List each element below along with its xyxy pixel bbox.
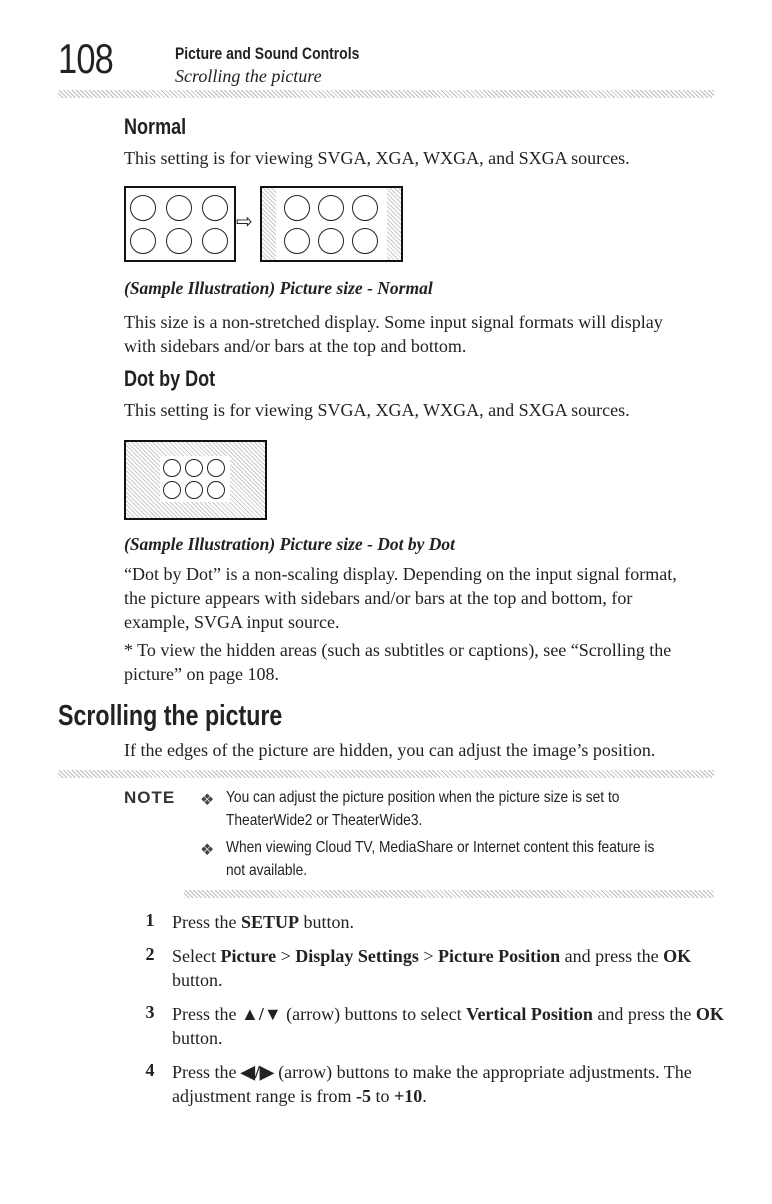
target-screen: [260, 186, 403, 262]
dot-by-dot-caption: (Sample Illustration) Picture size - Dot by Dot: [124, 534, 456, 554]
circle-icon: [185, 459, 203, 477]
dot-by-dot-intro: This setting is for viewing SVGA, XGA, WXGA, and SXGA sources.: [124, 400, 630, 420]
note-label: NOTE: [124, 788, 176, 807]
chapter-title: Picture and Sound Controls: [175, 44, 360, 63]
step-text: Press the ◀/▶ (arrow) buttons to make the appropriate adjustments. The adjustment range is from -5 to +10.: [172, 1062, 692, 1106]
picture-area: [160, 456, 230, 502]
note-bottom-divider: [184, 890, 714, 898]
normal-description: This size is a non-stretched display. Some input signal formats will display with sidebars and/or bars at the top and bottom.: [124, 312, 663, 356]
circle-icon: [202, 195, 228, 221]
circle-icon: [284, 195, 310, 221]
section-title: Scrolling the picture: [175, 66, 322, 86]
circle-icon: [284, 228, 310, 254]
bullet-icon: ❖: [200, 842, 215, 859]
bullet-icon: ❖: [200, 792, 215, 809]
step-number: 1: [145, 910, 155, 930]
circle-icon: [185, 481, 203, 499]
picture-area: [276, 188, 387, 260]
left-right-arrow-icon: ◀/▶: [241, 1062, 274, 1082]
circle-icon: [318, 195, 344, 221]
normal-intro: This setting is for viewing SVGA, XGA, WXGA, and SXGA sources.: [124, 148, 630, 168]
circle-icon: [163, 459, 181, 477]
scrolling-intro: If the edges of the picture are hidden, you can adjust the image’s position.: [124, 740, 656, 760]
dot-by-dot-description: “Dot by Dot” is a non-scaling display. Depending on the input signal format, the picture appears with sidebars and/or bars at the top and bottom, for example, SVGA input source.: [124, 564, 677, 632]
source-screen: [124, 186, 236, 262]
step-text: Press the ▲/▼ (arrow) buttons to select Vertical Position and press the OK button.: [172, 1004, 724, 1048]
scrolling-heading: Scrolling the picture: [58, 700, 283, 732]
circle-icon: [352, 195, 378, 221]
circle-icon: [207, 459, 225, 477]
up-down-arrow-icon: ▲/▼: [241, 1004, 282, 1024]
note-top-divider: [58, 770, 714, 778]
dot-by-dot-illustration: [124, 440, 267, 520]
step-number: 2: [145, 944, 155, 964]
circle-icon: [207, 481, 225, 499]
step-text: Press the SETUP button.: [172, 912, 355, 932]
step-text: Select Picture > Display Settings > Picture Position and press the OK button.: [172, 946, 692, 990]
normal-caption: (Sample Illustration) Picture size - Normal: [124, 278, 433, 298]
circle-icon: [166, 228, 192, 254]
dot-by-dot-heading: Dot by Dot: [124, 366, 216, 391]
normal-heading: Normal: [124, 114, 187, 139]
circle-icon: [352, 228, 378, 254]
circle-icon: [163, 481, 181, 499]
circle-icon: [318, 228, 344, 254]
circle-icon: [202, 228, 228, 254]
circle-icon: [130, 195, 156, 221]
dot-by-dot-footnote: * To view the hidden areas (such as subtitles or captions), see “Scrolling the picture” on page 108.: [124, 640, 672, 684]
circle-icon: [130, 228, 156, 254]
page-number: 108: [58, 35, 114, 82]
circle-icon: [166, 195, 192, 221]
step-number: 3: [145, 1002, 155, 1022]
header-divider: [58, 90, 714, 98]
note-item: You can adjust the picture position when the picture size is set to TheaterWide2 or TheaterWide3.: [226, 789, 620, 829]
step-number: 4: [145, 1060, 155, 1080]
right-arrow-icon: ⇨: [236, 211, 253, 233]
setup-key: SETUP: [241, 912, 300, 932]
note-item: When viewing Cloud TV, MediaShare or Internet content this feature is not available.: [226, 839, 655, 879]
